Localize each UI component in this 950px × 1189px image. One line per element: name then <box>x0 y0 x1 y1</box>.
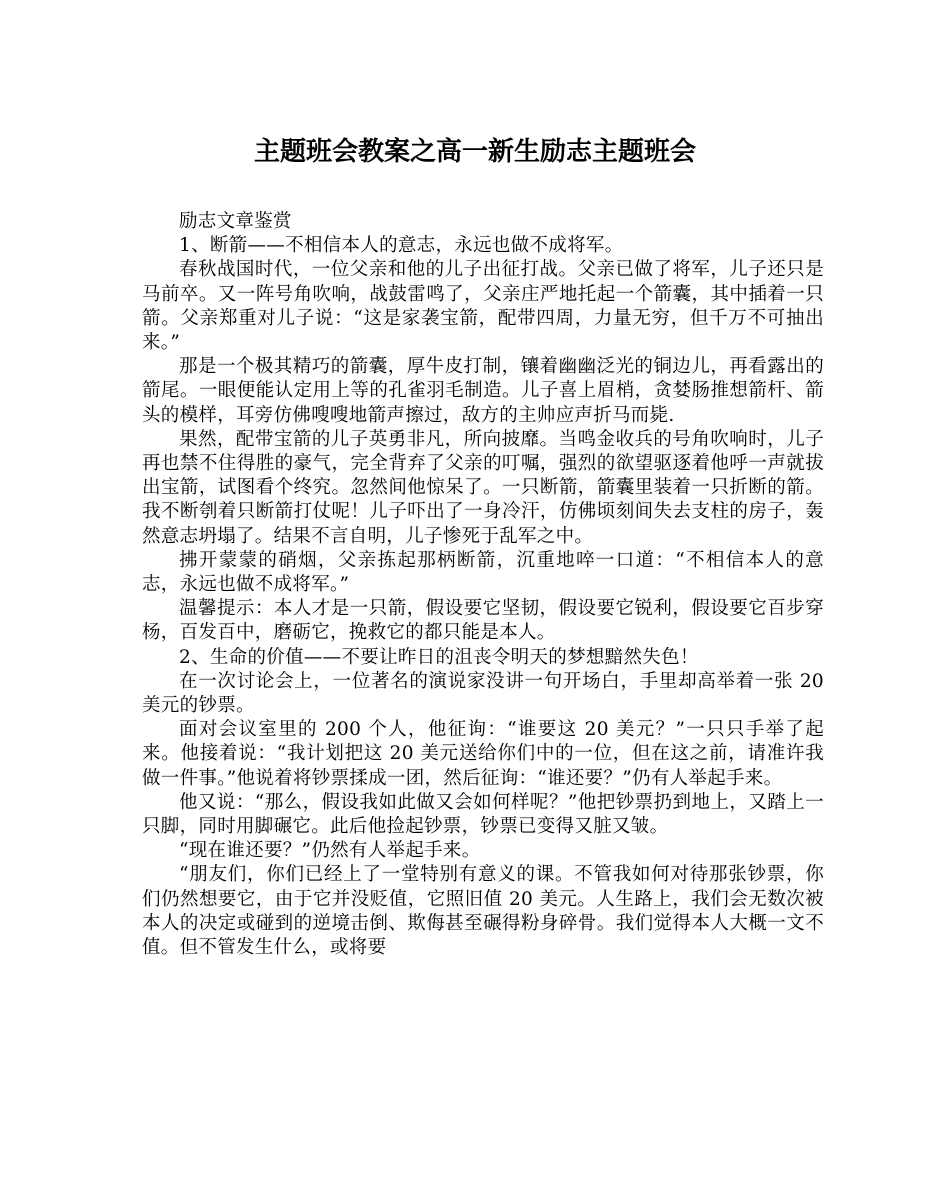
section-heading: 励志文章鉴赏 <box>179 211 292 232</box>
paragraph: “朋友们，你们已经上了一堂特别有意义的课。不管我如何对待那张钞票，你们仍然想要它，由于它并没贬值，它照旧值 20 美元。人生路上，我们会无数次被本人的决定或碰到的逆境击倒、欺侮甚至碾得粉身碎骨。我们觉得本人大概一文不值。但不管发生什么，或将要 <box>142 864 824 959</box>
story-heading-1: 1、断箭——不相信本人的意志，永远也做不成将军。 <box>179 235 624 257</box>
paragraph: 果然，配带宝箭的儿子英勇非凡，所向披靡。当鸣金收兵的号角吹响时，儿子再也禁不住得胜的豪气，完全背弃了父亲的叮嘱，强烈的欲望驱逐着他呼一声就拔出宝箭，试图看个终究。忽然间他惊呆了。一只断箭，箭囊里装着一只折断的箭。我不断刳着只断箭打仗呢！儿子吓出了一身冷汗，仿佛顷刻间失去支柱的房子，轰然意志坍塌了。结果不言自明，儿子惨死于乱军之中。 <box>142 428 824 547</box>
paragraph: “现在谁还要？”仍然有人举起手来。 <box>179 840 481 862</box>
paragraph: 那是一个极其精巧的箭囊，厚牛皮打制，镶着幽幽泛光的铜边儿，再看露出的箭尾。一眼便能认定用上等的孔雀羽毛制造。儿子喜上眉梢，贪婪肠推想箭杆、箭头的模样，耳旁仿佛嗖嗖地箭声擦过，敌方的主帅应声折马而毙. <box>142 356 824 426</box>
paragraph: 拂开蒙蒙的硝烟，父亲拣起那柄断箭，沉重地啐一口道：“不相信本人的意志，永远也做不成将军。” <box>142 549 824 596</box>
paragraph: 在一次讨论会上，一位著名的演说家没讲一句开场白，手里却高举着一张 20 美元的钞票。 <box>142 670 824 717</box>
paragraph: 他又说：“那么，假设我如此做又会如何样呢？”他把钞票扔到地上，又踏上一只脚，同时用脚碾它。此后他捡起钞票，钞票已变得又脏又皱。 <box>142 791 824 838</box>
document-body <box>142 210 824 960</box>
story-heading-2: 2、生命的价值——不要让昨日的沮丧令明天的梦想黯然失色！ <box>179 646 699 668</box>
document-title: 主题班会教案之高一新生励志主题班会 <box>253 137 696 167</box>
tip-paragraph: 温馨提示：本人才是一只箭，假设要它坚韧，假设要它锐利，假设要它百步穿杨，百发百中，磨砺它，挽救它的都只能是本人。 <box>142 598 824 644</box>
paragraph: 春秋战国时代，一位父亲和他的儿子出征打战。父亲已做了将军，儿子还只是马前卒。又一阵号角吹响，战鼓雷鸣了，父亲庄严地托起一个箭囊，其中插着一只箭。父亲郑重对儿子说：“这是家袭宝箭，配带四周，力量无穷，但千万不可抽出来。” <box>142 259 824 354</box>
paragraph: 面对会议室里的 200 个人，他征询：“谁要这 20 美元？”一只只手举了起来。他接着说：“我计划把这 20 美元送给你们中的一位，但在这之前，请准许我做一件事。”他说着将钞票揉成一团，然后征询：“谁还要？”仍有人举起手来。 <box>142 719 824 789</box>
